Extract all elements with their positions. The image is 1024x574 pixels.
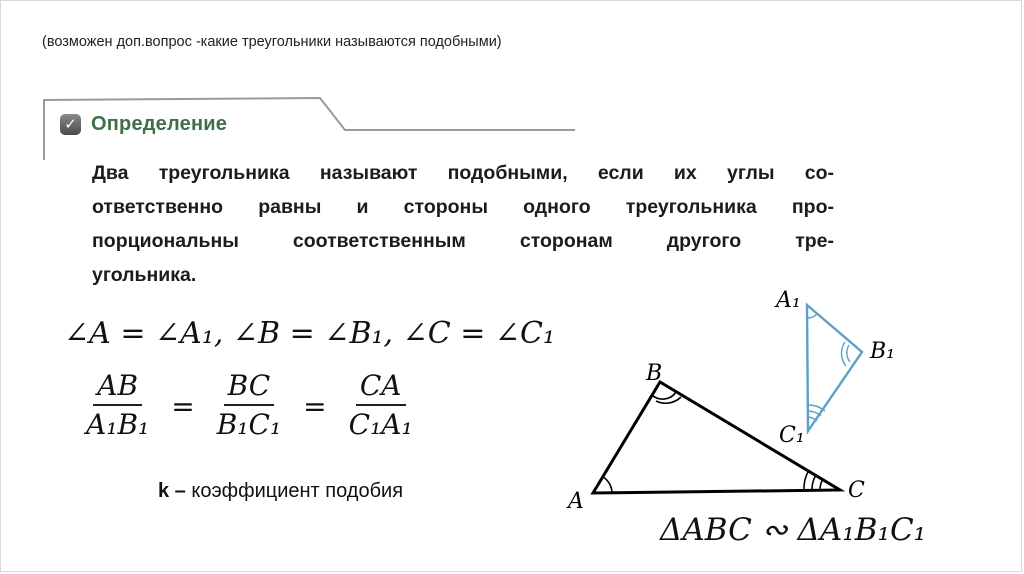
angle-c1-arc-1 (808, 417, 817, 421)
checkmark-icon: ✓ (60, 114, 81, 135)
label-c1: C₁ (779, 423, 805, 448)
definition-line: порциональны соответственным сторонам другого тре- (92, 230, 834, 252)
ratio-denominator: A₁B₁ (86, 408, 150, 441)
ratio-denominator: C₁A₁ (348, 408, 413, 441)
angle-equalities: ∠A = ∠A₁, ∠B = ∠B₁, ∠C = ∠C₁ (64, 316, 556, 351)
angle-c-arc-3 (804, 470, 809, 490)
angle-b-arc-1 (652, 392, 676, 399)
angle-a-arc (603, 477, 612, 493)
definition-line: Два треугольника называют подобными, если их углы со- (92, 162, 834, 184)
ratio-denominator: B₁C₁ (216, 408, 282, 441)
equals-sign: = (171, 389, 195, 423)
triangle-a1b1c1 (807, 305, 862, 431)
note-text: (возможен доп.вопрос -какие треугольники называются подобными) (42, 34, 502, 50)
angle-a1-arc (808, 314, 817, 318)
angle-c-arc-2 (812, 475, 816, 490)
ratio-numerator: AB (93, 370, 142, 406)
angle-c-arc-1 (820, 479, 823, 490)
definition-line: угольника. (92, 264, 197, 286)
coefficient-text: коэффициент подобия (185, 480, 404, 502)
coefficient-symbol: k – (158, 480, 186, 502)
definition-line: ответственно равны и стороны одного треугольника про- (92, 196, 834, 218)
similarity-statement: ΔABC ∾ ΔA₁B₁C₁ (660, 512, 927, 548)
definition-label: Определение (91, 113, 228, 135)
angle-b1-arc-1 (847, 345, 850, 362)
label-c: C (848, 478, 865, 503)
ratio-numerator: CA (356, 370, 406, 406)
label-a1: A₁ (776, 288, 801, 313)
label-b1: B₁ (870, 339, 895, 364)
coefficient-note (158, 480, 403, 503)
equals-sign: = (303, 389, 327, 423)
label-a: A (568, 489, 584, 514)
ratio-numerator: BC (224, 370, 275, 406)
angle-b1-arc-2 (841, 342, 846, 366)
label-b: B (646, 361, 663, 386)
